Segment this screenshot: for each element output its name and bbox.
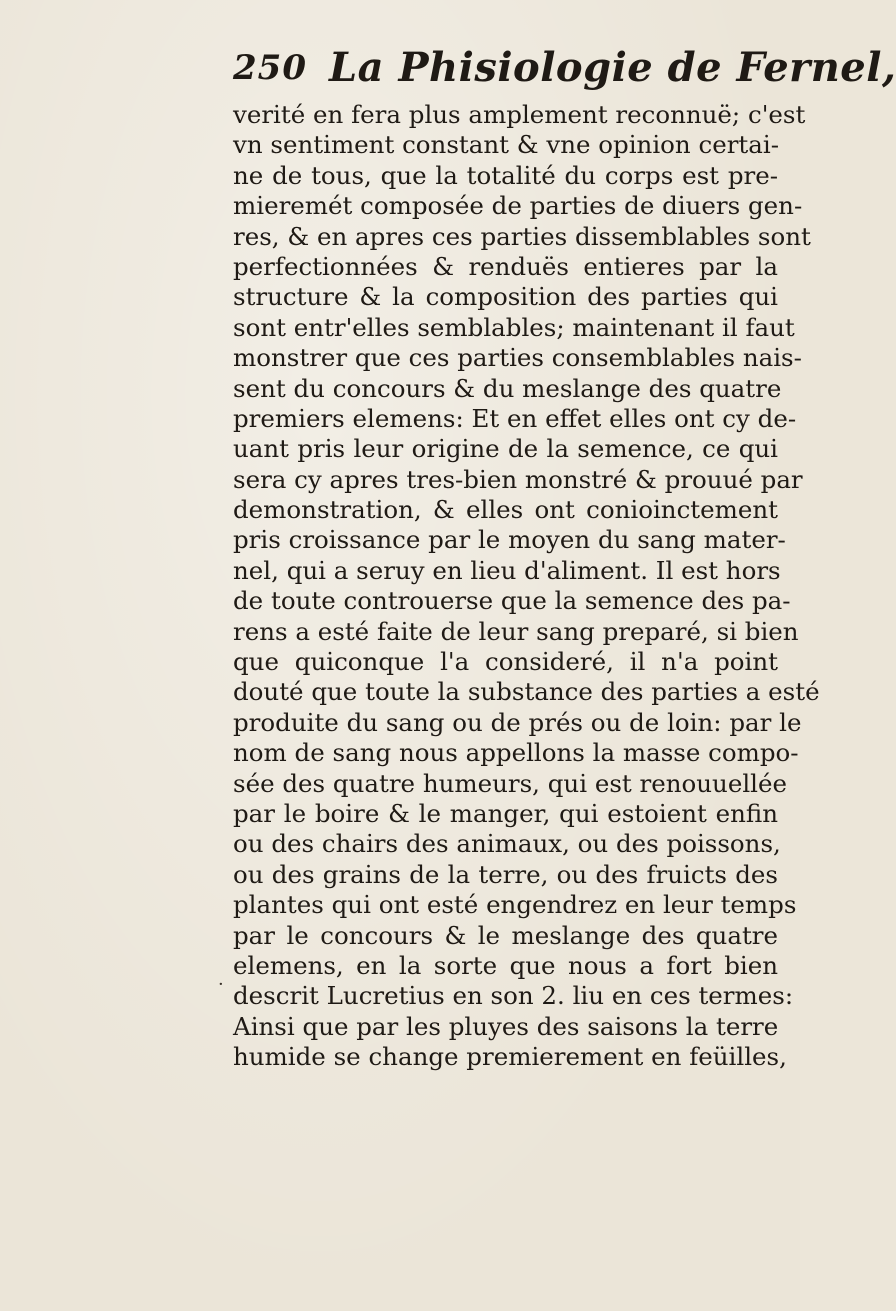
text-line: de toute controuerse que la semence des pa- — [233, 586, 791, 616]
text-line: sont entr'elles semblables; maintenant il faut — [233, 312, 795, 342]
text-line: sera cy apres tres-bien monstré & prouué par — [233, 464, 803, 494]
running-title: La Phisiologie de Fernel, — [329, 44, 896, 91]
text-line: plantes qui ont esté engendrez en leur temps — [233, 890, 797, 920]
text-line: premiers elemens: Et en effet elles ont cy de- — [233, 403, 797, 433]
text-line: par le boire & le manger, qui estoient enfin — [233, 798, 778, 828]
text-line: uant pris leur origine de la semence, ce qui — [233, 434, 778, 464]
text-line: Ainsi que par les pluyes des saisons la terre — [233, 1011, 779, 1041]
text-line: nom de sang nous appellons la masse compo- — [233, 738, 799, 768]
body-text — [233, 100, 820, 1073]
text-line: ou des chairs des animaux, ou des poissons, — [233, 829, 781, 859]
text-line: humide se change premierement en feüilles, — [233, 1042, 787, 1072]
text-line: nel, qui a seruy en lieu d'aliment. Il est hors — [233, 555, 781, 585]
text-line: mieremét composée de parties de diuers gen- — [233, 191, 803, 221]
text-line: vn sentiment constant & vne opinion certai- — [233, 130, 779, 160]
text-line: par le concours & le meslange des quatre — [233, 920, 778, 950]
text-line: elemens, en la sorte que nous a fort bien — [233, 950, 778, 980]
text-line: sent du concours & du meslange des quatre — [233, 373, 782, 403]
page-number: 250 — [233, 48, 307, 88]
margin-mark: · — [218, 974, 224, 995]
text-line: douté que toute la substance des parties a esté — [233, 677, 820, 707]
text-line: descrit Lucretius en son 2. liu en ces termes: — [233, 981, 794, 1011]
text-line: que quiconque l'a consideré, il n'a point — [233, 647, 778, 677]
text-line: rens a esté faite de leur sang preparé, si bien — [233, 616, 799, 646]
text-line: verité en fera plus amplement reconnuë; c'est — [233, 100, 806, 129]
text-line: monstrer que ces parties consemblables nais- — [233, 343, 802, 373]
text-line: sée des quatre humeurs, qui est renouuellée — [233, 768, 788, 798]
text-line: structure & la composition des parties qui — [233, 282, 778, 312]
page-header — [233, 44, 896, 100]
text-line: pris croissance par le moyen du sang mater- — [233, 525, 786, 555]
text-line: ou des grains de la terre, ou des fruicts des — [233, 859, 778, 889]
text-line: demonstration, & elles ont conioinctement — [233, 495, 778, 525]
text-line: res, & en apres ces parties dissemblables sont — [233, 221, 811, 251]
text-line: produite du sang ou de prés ou de loin: par le — [233, 707, 802, 737]
text-line: perfectionnées & renduës entieres par la — [233, 251, 778, 281]
text-line: ne de tous, que la totalité du corps est pre- — [233, 160, 778, 190]
